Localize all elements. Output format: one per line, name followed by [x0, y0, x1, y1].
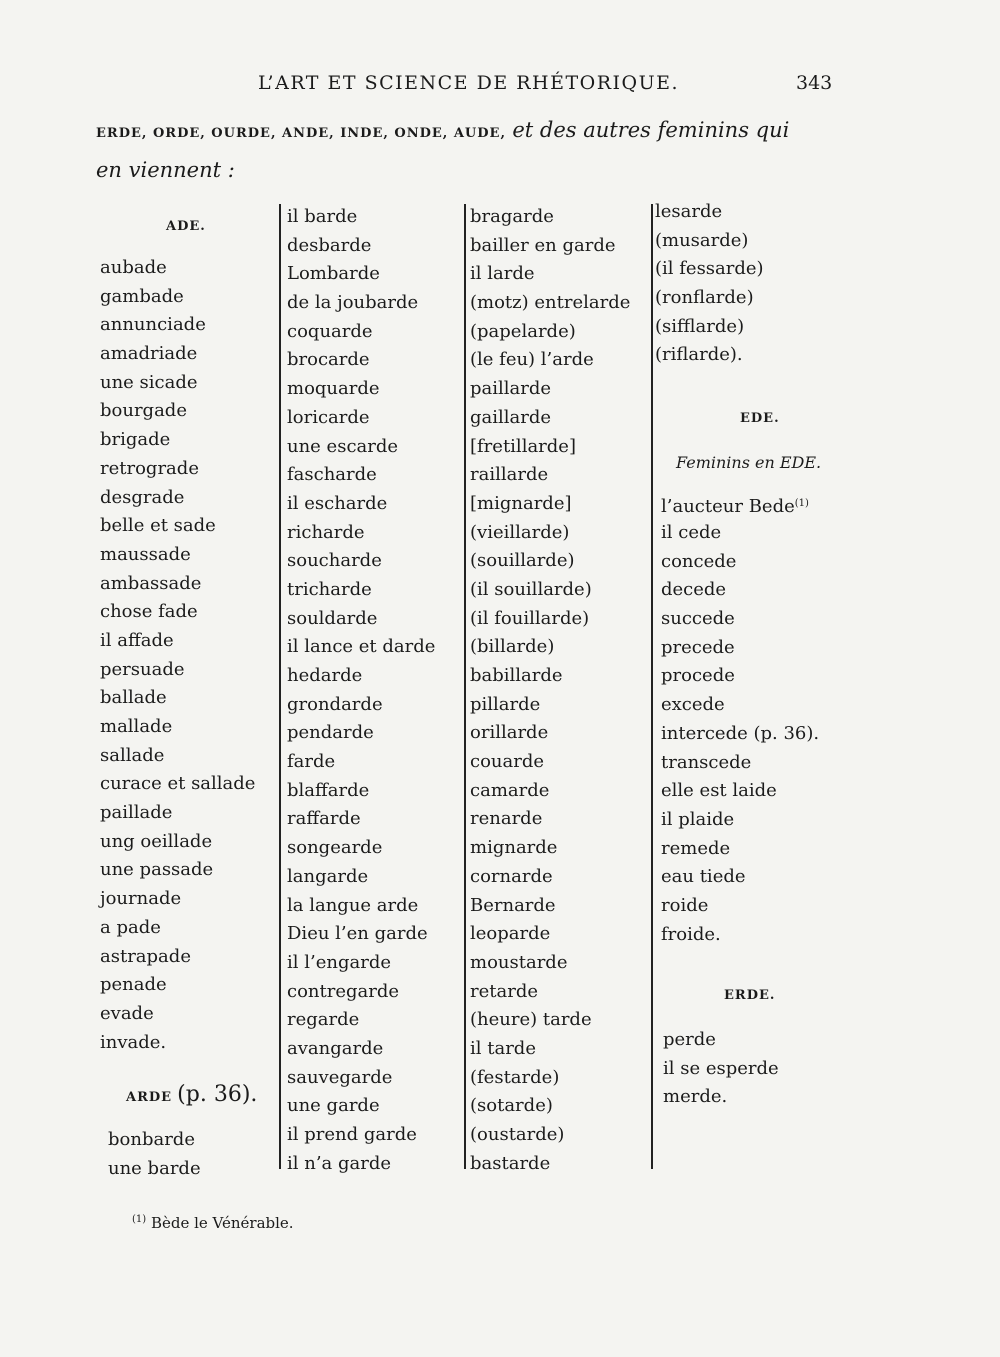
word-entry: persuade [100, 658, 185, 680]
word-entry: (billarde) [470, 636, 555, 658]
word-entry: contregarde [287, 980, 400, 1002]
column-rule [651, 204, 653, 1169]
word-entry: retarde [470, 980, 539, 1002]
section-heading-ede: EDE. [740, 411, 780, 426]
word-entry: a pade [100, 916, 161, 938]
word-entry: intercede (p. 36). [661, 722, 820, 744]
word-entry: penade [100, 974, 167, 996]
word-entry: une escarde [287, 435, 399, 457]
word-entry: (sotarde) [470, 1095, 553, 1117]
word-entry: Bernarde [470, 894, 556, 916]
page-reference: (p. 36). [177, 1082, 258, 1107]
subsection-heading-word: ARDE [126, 1090, 173, 1105]
word-entry: annunciade [100, 314, 206, 336]
word-entry: journade [100, 888, 182, 910]
word-entry: il se esperde [663, 1057, 779, 1079]
word-entry: avangarde [287, 1037, 384, 1059]
word-entry: bourgade [100, 400, 187, 422]
word-entry: pillarde [470, 693, 541, 715]
word-list [663, 1026, 779, 1112]
word-entry: invade. [100, 1031, 167, 1053]
word-entry: leoparde [470, 923, 551, 945]
word-entry: (papelarde) [470, 320, 576, 342]
word-entry: brocarde [287, 349, 370, 371]
word-entry: babillarde [470, 665, 563, 686]
word-entry: lesarde [655, 201, 723, 222]
word-entry: Dieu l’en garde [287, 923, 428, 945]
word-entry: (il fouillarde) [470, 607, 590, 629]
footnote-marker: (1) [794, 498, 809, 509]
word-list [100, 254, 255, 1057]
word-entry: amadriade [100, 343, 198, 365]
word-entry: concede [661, 550, 737, 572]
word-entry: precede [661, 636, 735, 658]
word-entry: eau tiede [661, 866, 746, 888]
word-entry: une barde [108, 1157, 201, 1179]
word-entry: songearde [287, 837, 383, 859]
word-entry: blaffarde [287, 779, 370, 801]
word-entry: coquarde [287, 320, 373, 342]
column-rule [464, 204, 466, 1169]
word-entry: souldarde [287, 607, 378, 629]
word-entry: une sicade [100, 371, 198, 393]
word-entry: transcede [661, 751, 752, 773]
word-entry: il cede [661, 522, 722, 543]
word-list [470, 203, 630, 1178]
intro-text-line2: en viennent : [96, 158, 235, 182]
word-entry: maussade [100, 543, 191, 565]
word-list [108, 1126, 201, 1183]
word-entry: astrapade [100, 945, 191, 967]
word-entry: remede [661, 837, 731, 859]
section-heading-erde: ERDE. [724, 988, 776, 1003]
word-entry: retrograde [100, 457, 199, 479]
word-entry: (vieillarde) [470, 521, 570, 543]
word-entry: bailler en garde [470, 234, 616, 256]
word-entry: ung oeillade [100, 830, 213, 852]
intro-text-line1: et des autres feminins qui [512, 118, 790, 142]
word-entry: perde [663, 1029, 716, 1050]
word-entry: bonbarde [108, 1129, 195, 1150]
word-entry: une garde [287, 1095, 380, 1117]
word-entry: decede [661, 579, 727, 601]
word-entry: il l’engarde [287, 951, 391, 973]
footnote-marker: (1) [132, 1214, 147, 1225]
footnote [132, 1214, 294, 1232]
word-entry: ballade [100, 687, 167, 709]
word-entry: pendarde [287, 722, 374, 744]
word-entry: la langue arde [287, 894, 419, 916]
word-entry: grondarde [287, 693, 383, 715]
word-entry: elle est laide [661, 780, 777, 802]
word-entry: il tarde [470, 1037, 536, 1059]
word-entry: gambade [100, 285, 184, 307]
word-entry: merde. [663, 1086, 728, 1108]
word-entry: regarde [287, 1009, 360, 1031]
word-entry: paillade [100, 802, 173, 824]
word-entry: (oustarde) [470, 1124, 565, 1145]
word-entry: il barde [287, 206, 358, 227]
page-number: 343 [796, 72, 833, 94]
word-entry: mallade [100, 716, 173, 737]
word-entry: (riflarde). [655, 344, 743, 366]
word-entry: (il souillarde) [470, 578, 592, 600]
word-entry: (motz) entrelarde [470, 292, 631, 314]
word-entry: renarde [470, 808, 543, 830]
word-entry [661, 490, 809, 519]
word-entry: mignarde [470, 837, 558, 859]
word-entry: une passade [100, 859, 214, 881]
word-entry: fascharde [287, 464, 377, 486]
word-entry: il affade [100, 629, 174, 651]
word-entry: cornarde [470, 865, 553, 887]
word-entry: couarde [470, 751, 545, 773]
word-entry: (il fessarde) [655, 258, 764, 280]
word-entry: roide [661, 894, 709, 916]
word-entry: succede [661, 608, 735, 630]
word-entry: raillarde [470, 464, 549, 486]
word-entry: (souillarde) [470, 550, 575, 572]
word-entry: moquarde [287, 378, 380, 400]
word-entry: Lombarde [287, 263, 380, 285]
word-entry: langarde [287, 865, 369, 887]
word-entry: soucharde [287, 550, 382, 572]
column-heading: ADE. [166, 219, 206, 234]
word-entry: il larde [470, 263, 535, 285]
word-entry: [mignarde] [470, 492, 572, 514]
word-entry: il plaide [661, 808, 735, 830]
word-entry: raffarde [287, 808, 361, 830]
word-entry: aubade [100, 257, 167, 278]
word-entry: (heure) tarde [470, 1009, 592, 1031]
word-entry: procede [661, 665, 735, 687]
word-entry: froide. [661, 923, 721, 945]
section-intro [96, 112, 836, 189]
word-entry: camarde [470, 779, 550, 801]
running-title: L’ART ET SCIENCE DE RHÉTORIQUE. [258, 72, 680, 94]
subsection-heading-arde [126, 1082, 257, 1107]
word-entry: (le feu) l’arde [470, 349, 594, 371]
column-rule [279, 204, 281, 1169]
word-list [655, 198, 764, 370]
word-entry: loricarde [287, 406, 370, 428]
word-entry: (ronflarde) [655, 287, 754, 309]
word-entry: il escharde [287, 492, 388, 514]
word-entry: moustarde [470, 951, 568, 973]
word-entry: desbarde [287, 234, 372, 256]
word-entry: tricharde [287, 578, 372, 600]
word-entry: farde [287, 751, 336, 773]
word-entry: richarde [287, 521, 365, 543]
word-entry: il lance et darde [287, 636, 436, 658]
word-list [661, 519, 819, 949]
word-entry: desgrade [100, 486, 185, 508]
footnote-text: Bède le Vénérable. [150, 1214, 294, 1232]
word-entry: [fretillarde] [470, 435, 576, 457]
word-entry: belle et sade [100, 515, 216, 537]
word-entry: (sifflarde) [655, 315, 745, 337]
rhyme-endings: ERDE, ORDE, OURDE, ANDE, INDE, ONDE, AUDE, [96, 126, 506, 141]
word-entry: il prend garde [287, 1124, 417, 1145]
word-entry: chose fade [100, 601, 198, 623]
word-list [287, 203, 435, 1178]
word-entry: bragarde [470, 206, 554, 227]
section-subheading-ede: Feminins en EDE. [676, 453, 822, 472]
word-entry: paillarde [470, 378, 552, 400]
word-entry: (musarde) [655, 229, 749, 251]
word-entry: hedarde [287, 665, 363, 686]
word-entry: orillarde [470, 722, 549, 744]
word-entry: sallade [100, 744, 165, 766]
word-entry: sauvegarde [287, 1066, 393, 1088]
word-entry: excede [661, 694, 725, 716]
word-entry: ambassade [100, 572, 202, 594]
word-entry: brigade [100, 429, 171, 451]
word-entry: il n’a garde [287, 1152, 392, 1174]
word-entry: gaillarde [470, 406, 552, 428]
word-list [661, 490, 809, 519]
word-text: l’aucteur Bede [661, 496, 795, 517]
word-entry: (festarde) [470, 1066, 560, 1088]
word-entry: evade [100, 1002, 154, 1024]
word-entry: de la joubarde [287, 292, 419, 314]
word-entry: curace et sallade [100, 773, 256, 795]
word-entry: bastarde [470, 1152, 551, 1174]
